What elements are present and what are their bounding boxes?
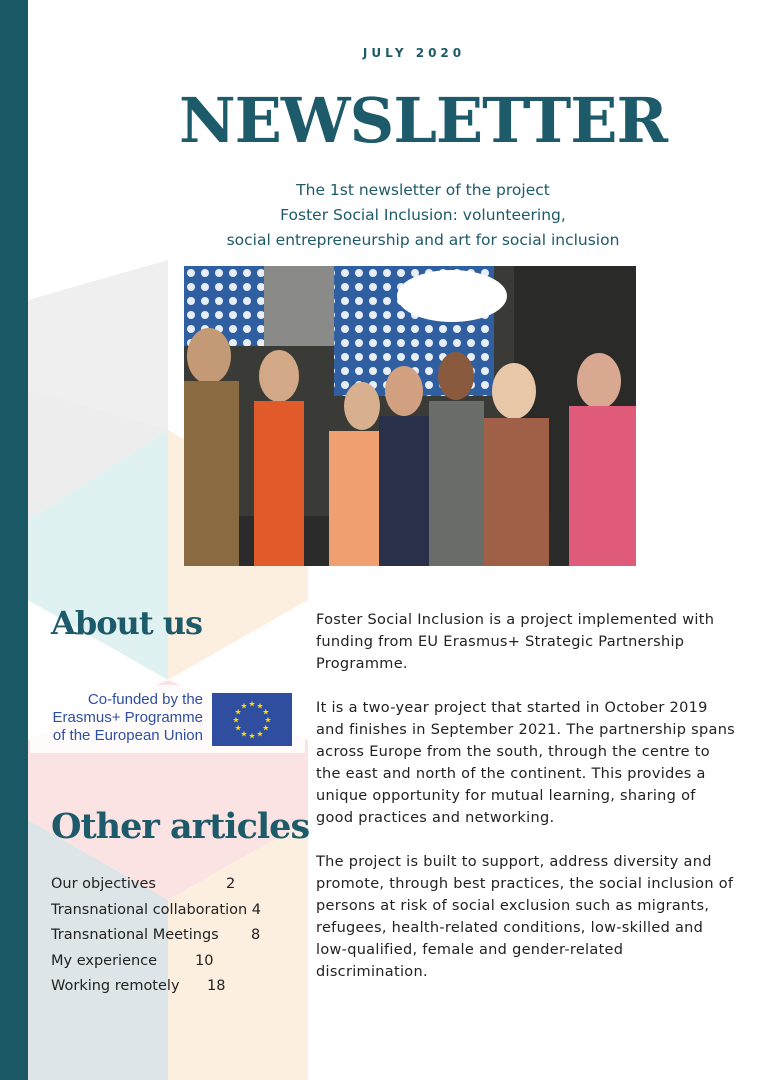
toc-item-page: 8 xyxy=(251,927,261,943)
toc-item-title: Our objectives xyxy=(51,876,156,892)
eu-star-icon: ★ xyxy=(232,715,240,725)
eu-star-icon: ★ xyxy=(240,729,248,739)
body-paragraph: It is a two-year project that started in October 2019 and finishes in September 2021. The partnership spans across Europe from the south, through the centre to the east and north of the continent. This provides a unique opportunity for mutual learning, sharing of good practices and networking. xyxy=(316,700,736,826)
issue-date: JULY 2020 xyxy=(362,46,466,60)
table-of-contents xyxy=(51,872,261,1000)
eu-star-icon: ★ xyxy=(234,707,242,717)
toc-item-page: 2 xyxy=(226,876,236,892)
eu-star-icon: ★ xyxy=(256,701,264,711)
about-body-text xyxy=(316,609,736,1005)
other-articles-heading: Other articles xyxy=(51,806,310,847)
eu-star-icon: ★ xyxy=(264,715,272,725)
toc-item[interactable] xyxy=(51,872,261,898)
toc-item[interactable] xyxy=(51,974,261,1000)
toc-item-title: Transnational Meetings xyxy=(51,927,219,943)
eu-star-icon: ★ xyxy=(248,731,256,741)
group-photo xyxy=(184,266,636,566)
eu-star-icon: ★ xyxy=(234,723,242,733)
eu-star-icon: ★ xyxy=(248,699,256,709)
newsletter-title: NEWSLETTER xyxy=(178,84,668,157)
toc-item-title: Working remotely xyxy=(51,978,180,994)
toc-item-page: 18 xyxy=(207,978,226,994)
subtitle-line: Foster Social Inclusion: volunteering, xyxy=(280,206,566,224)
eu-star-icon: ★ xyxy=(262,707,270,717)
erasmus-logo-text xyxy=(38,691,203,745)
toc-item-title: My experience xyxy=(51,952,158,969)
toc-item-page: 10 xyxy=(195,952,214,969)
body-paragraph: The project is built to support, address diversity and promote, through best practices, the social inclusion of persons at risk of social exclusion such as migrants, refugees, health-related conditions, low-skilled and low-qualified, female and gender-related discrimination. xyxy=(316,854,734,980)
eu-star-icon: ★ xyxy=(262,723,270,733)
subtitle-line: social entrepreneurship and art for social inclusion xyxy=(226,231,620,249)
logo-line: Co-funded by the xyxy=(87,691,203,708)
toc-item[interactable] xyxy=(51,923,261,949)
logo-line: of the European Union xyxy=(52,727,203,744)
erasmus-cofunded-logo xyxy=(30,685,305,753)
eu-flag-icon xyxy=(212,693,292,746)
subtitle-line: The 1st newsletter of the project xyxy=(296,181,550,199)
newsletter-subtitle xyxy=(28,178,764,253)
left-accent-bar xyxy=(0,0,28,1080)
logo-line: Erasmus+ Programme xyxy=(52,709,203,726)
toc-item-page: 4 xyxy=(251,901,262,918)
toc-item[interactable] xyxy=(51,949,261,975)
body-paragraph: Foster Social Inclusion is a project implemented with funding from EU Erasmus+ Strategic Partnership Programme. xyxy=(316,612,715,672)
toc-item-title: Transnational collaboration xyxy=(51,901,248,918)
about-us-heading: About us xyxy=(51,604,203,642)
eu-star-icon: ★ xyxy=(256,729,264,739)
toc-item[interactable] xyxy=(51,898,261,924)
eu-star-icon: ★ xyxy=(240,701,248,711)
